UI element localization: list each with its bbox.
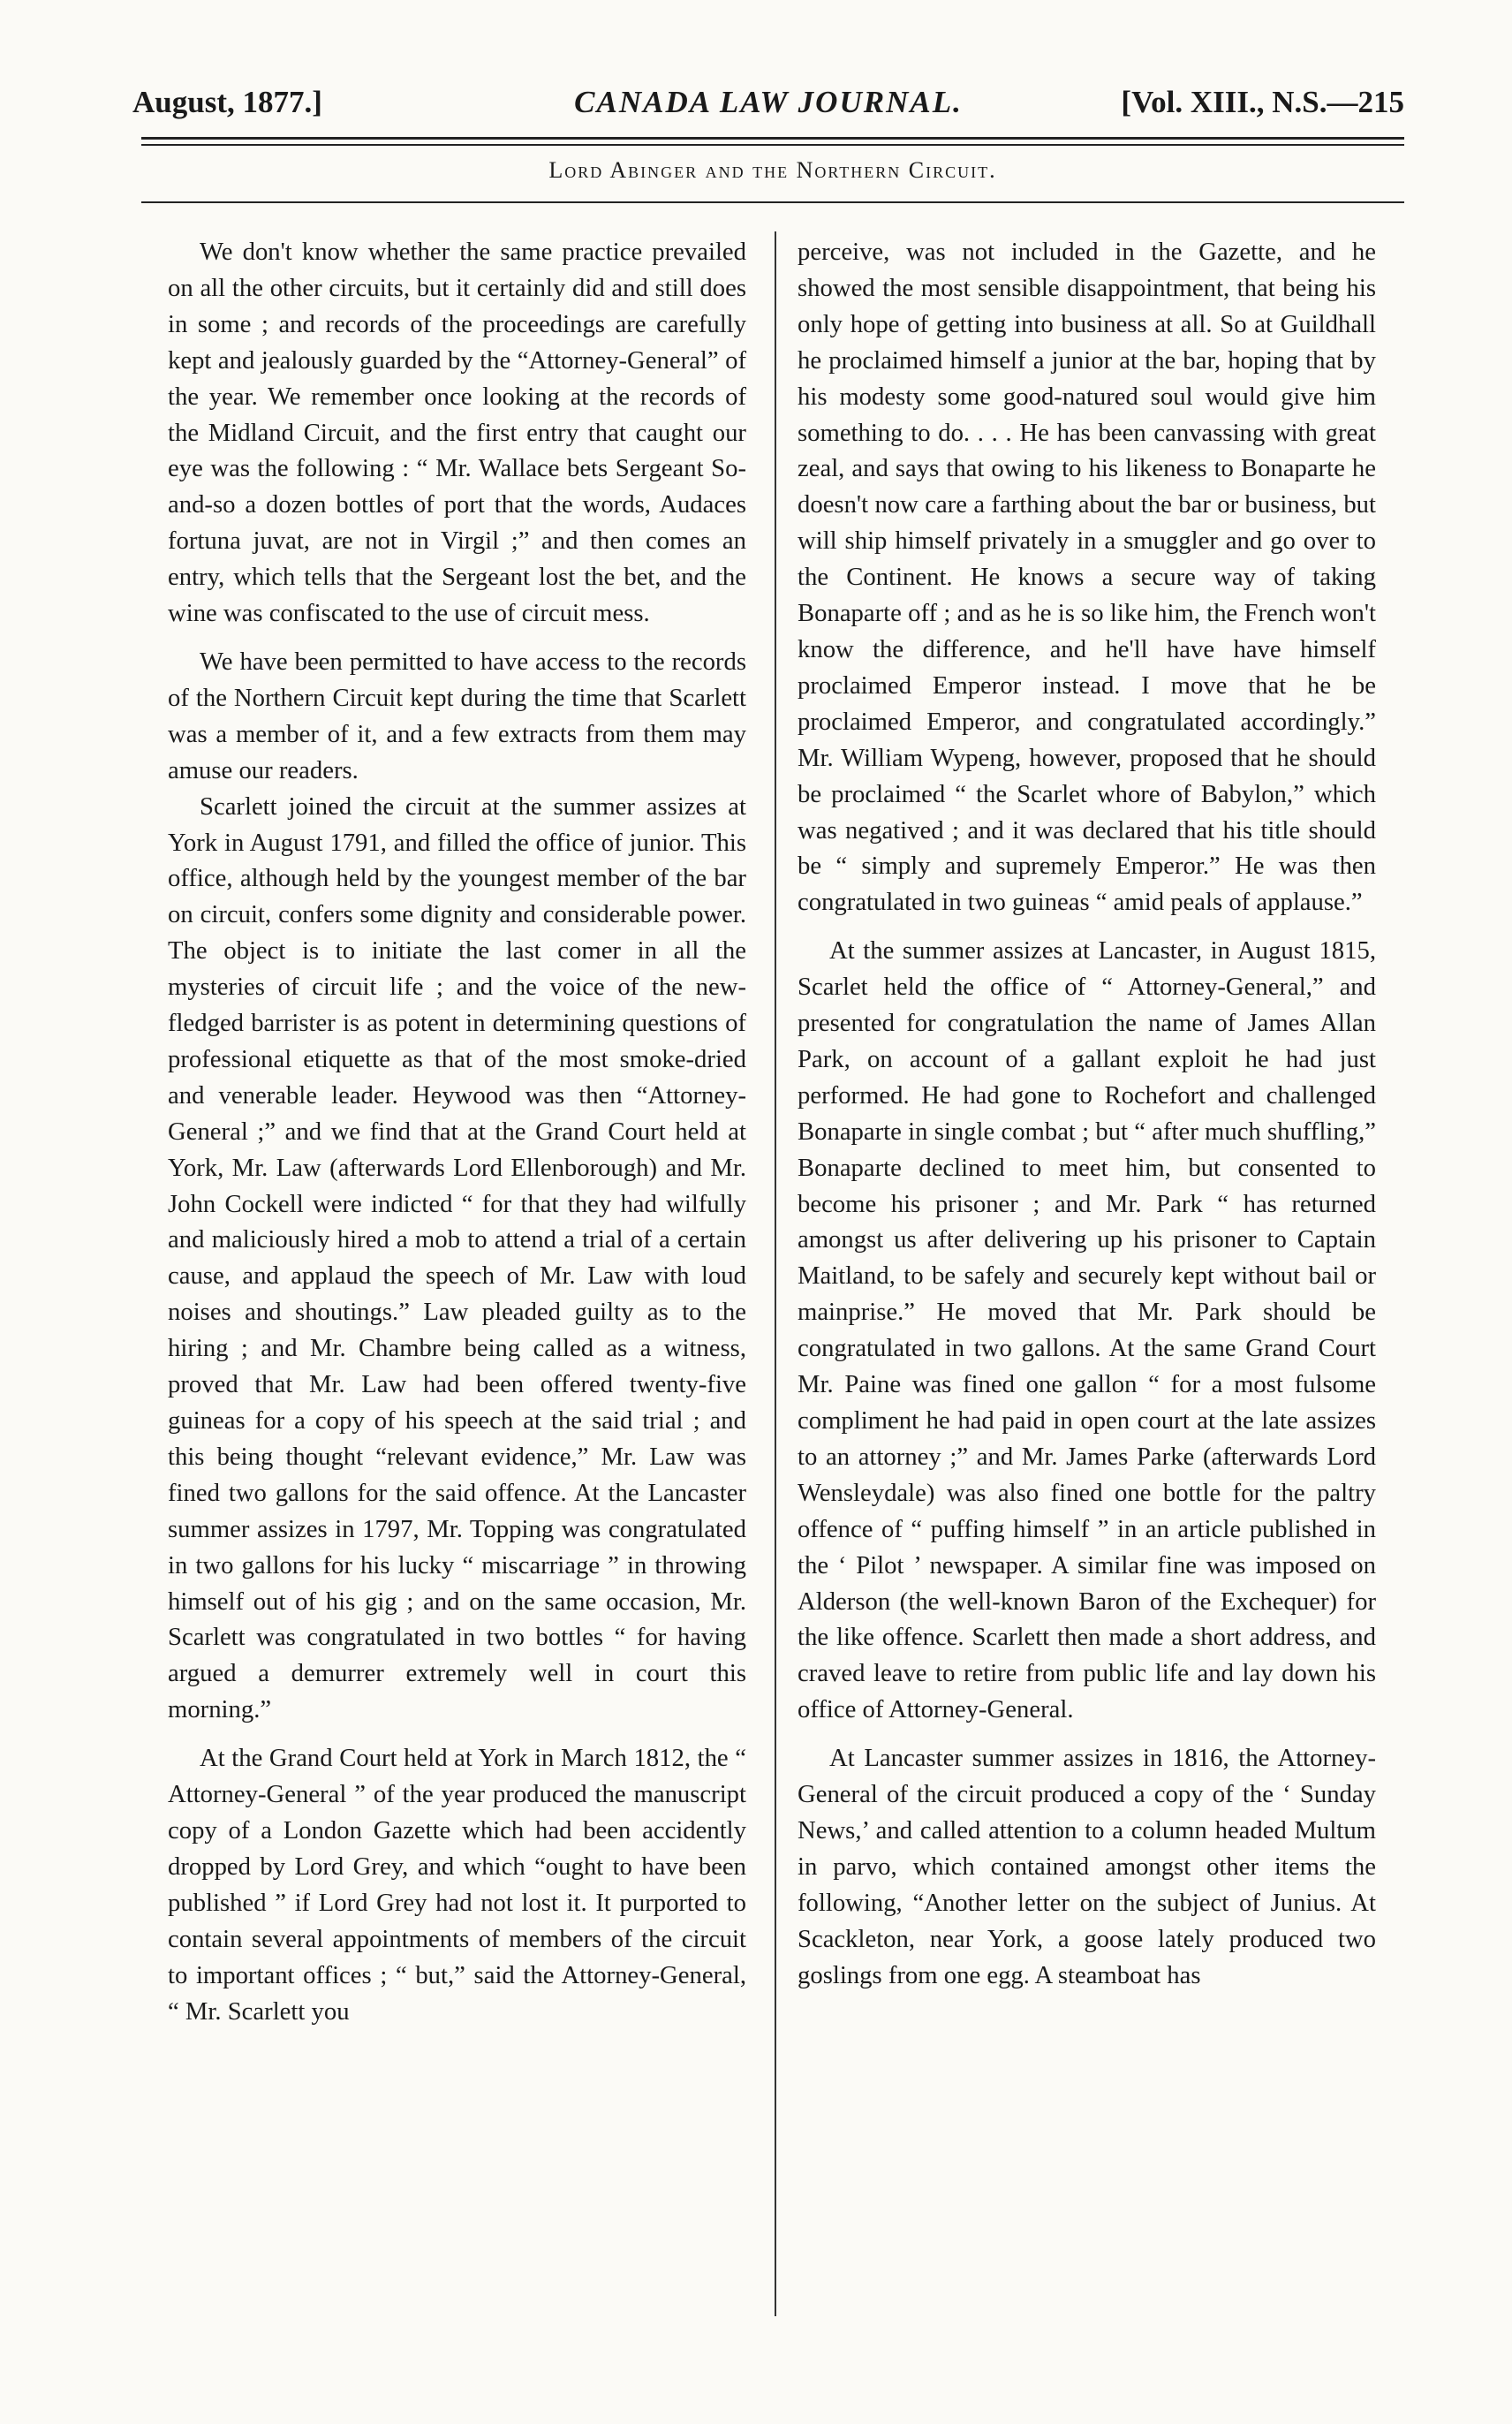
header-journal-title: CANADA LAW JOURNAL. — [574, 85, 963, 119]
paragraph: perceive, was not included in the Gazette, and he showed the most sensible disappointment, that being his only hope of getting into business at all. So at Guildhall he proclaimed himself a junior at the bar, hoping that by his modesty some good-natured soul would give him something to do. . . . He has been canvassing with great zeal, and says that owing to his likeness to Bonaparte he doesn't now care a farthing about the bar or business, but will ship himself privately in a smuggler and go over to the Continent. He knows a secure way of taking Bonaparte off ; and as he is so like him, the French won't know the difference, and he'll have have himself proclaimed Emperor instead. I move that he be proclaimed Emperor, and congratulated accordingly.” Mr. William Wypeng, however, proposed that he should be proclaimed “ the Scarlet whore of Babylon,” which was negatived ; and it was declared that his title should be “ simply and supremely Emperor.” He was then congratulated in two guineas “ amid peals of applause.” — [798, 238, 1376, 917]
paragraph: At Lancaster summer assizes in 1816, the Attorney-General of the circuit produced a copy of the ‘ Sunday News,’ and called attention to a column headed Multum in parvo, which contained amongst other items the following, “Another letter on the subject of Junius. At Scackleton, near York, a goose lately produced two goslings from one egg. A steamboat has — [798, 1744, 1376, 1989]
left-column — [168, 234, 746, 2029]
header-rule-thick — [141, 137, 1404, 140]
header-rule-thin — [141, 144, 1404, 146]
paragraph: At the summer assizes at Lancaster, in August 1815, Scarlet held the office of “ Attorney-General,” and presented for congratulation the name of James Allan Park, on account of a gallant exploit he had just performed. He had gone to Rochefort and challenged Bonaparte in single combat ; but “ after much shuffling,” Bonaparte declined to meet him, but consented to become his prisoner ; and Mr. Park “ has returned amongst us after delivering up his prisoner to Captain Maitland, to be safely and securely kept without bail or mainprise.” He moved that Mr. Park should be congratulated in two gallons. At the same Grand Court Mr. Paine was fined one gallon “ for a most fulsome compliment he had paid in open court at the late assizes to an attorney ;” and Mr. James Parke (afterwards Lord Wensleydale) was also fined one bottle for the paltry offence of “ puffing himself ” in an article published in the ‘ Pilot ’ newspaper. A similar fine was imposed on Alderson (the well-known Baron of the Exchequer) for the like offence. Scarlett then made a short address, and craved leave to retire from public life and lay down his office of Attorney-General. — [798, 936, 1376, 1724]
header-date: August, 1877.] — [132, 85, 322, 119]
paragraph: We don't know whether the same practice prevailed on all the other circuits, but it certainly did and still does in some ; and records of the proceedings are carefully kept and jealously guarded by the “Attorney-General” of the year. We remember once looking at the records of the Midland Circuit, and the first entry that caught our eye was the following : “ Mr. Wallace bets Sergeant So-and-so a dozen bottles of port that the words, Audaces fortuna juvat, are not in Virgil ;” and then comes an entry, which tells that the Sergeant lost the bet, and the wine was confiscated to the use of circuit mess. — [168, 238, 746, 628]
header-volume-page: [Vol. XIII., N.S.—215 — [1121, 85, 1404, 119]
paragraph: At the Grand Court held at York in March 1812, the “ Attorney-General ” of the year produced the manuscript copy of a London Gazette which had been accidently dropped by Lord Grey, and which “ought to have been published ” if Lord Grey had not lost it. It purported to contain several appointments of members of the circuit to important offices ; “ but,” said the Attorney-General, “ Mr. Scarlett you — [168, 1744, 746, 2026]
title-rule — [141, 201, 1404, 203]
running-head — [132, 85, 1404, 134]
article-title: Lord Abinger and the Northern Circuit. — [548, 157, 997, 183]
paragraph: Scarlett joined the circuit at the summer assizes at York in August 1791, and filled the office of junior. This office, although held by the youngest member of the bar on circuit, confers some dignity and considerable power. The object is to initiate the last comer in all the mysteries of circuit life ; and the voice of the new-fledged barrister is as potent in determining questions of professional etiquette as that of the most smoke-dried and venerable leader. Heywood was then “Attorney-General ;” and we find that at the Grand Court held at York, Mr. Law (afterwards Lord Ellenborough) and Mr. John Cockell were indicted “ for that they had wilfully and maliciously hired a mob to attend a trial of a certain cause, and applaud the speech of Mr. Law with loud noises and shoutings.” Law pleaded guilty as to the hiring ; and Mr. Chambre being called as a witness, proved that Mr. Law had been offered twenty-five guineas for a copy of his speech at the said trial ; and this being thought “relevant evidence,” Mr. Law was fined two gallons for the said offence. At the Lancaster summer assizes in 1797, Mr. Topping was congratulated in two gallons for his lucky “ miscarriage ” in throwing himself out of his gig ; and on the same occasion, Mr. Scarlett was congratulated in two bottles “ for having argued a demurrer extremely well in court this morning.” — [168, 792, 746, 1724]
paragraph: We have been permitted to have access to the records of the Northern Circuit kept during the time that Scarlett was a member of it, and a few extracts from them may amuse our readers. — [168, 647, 746, 784]
column-divider — [775, 231, 776, 2316]
right-column — [798, 234, 1376, 1994]
